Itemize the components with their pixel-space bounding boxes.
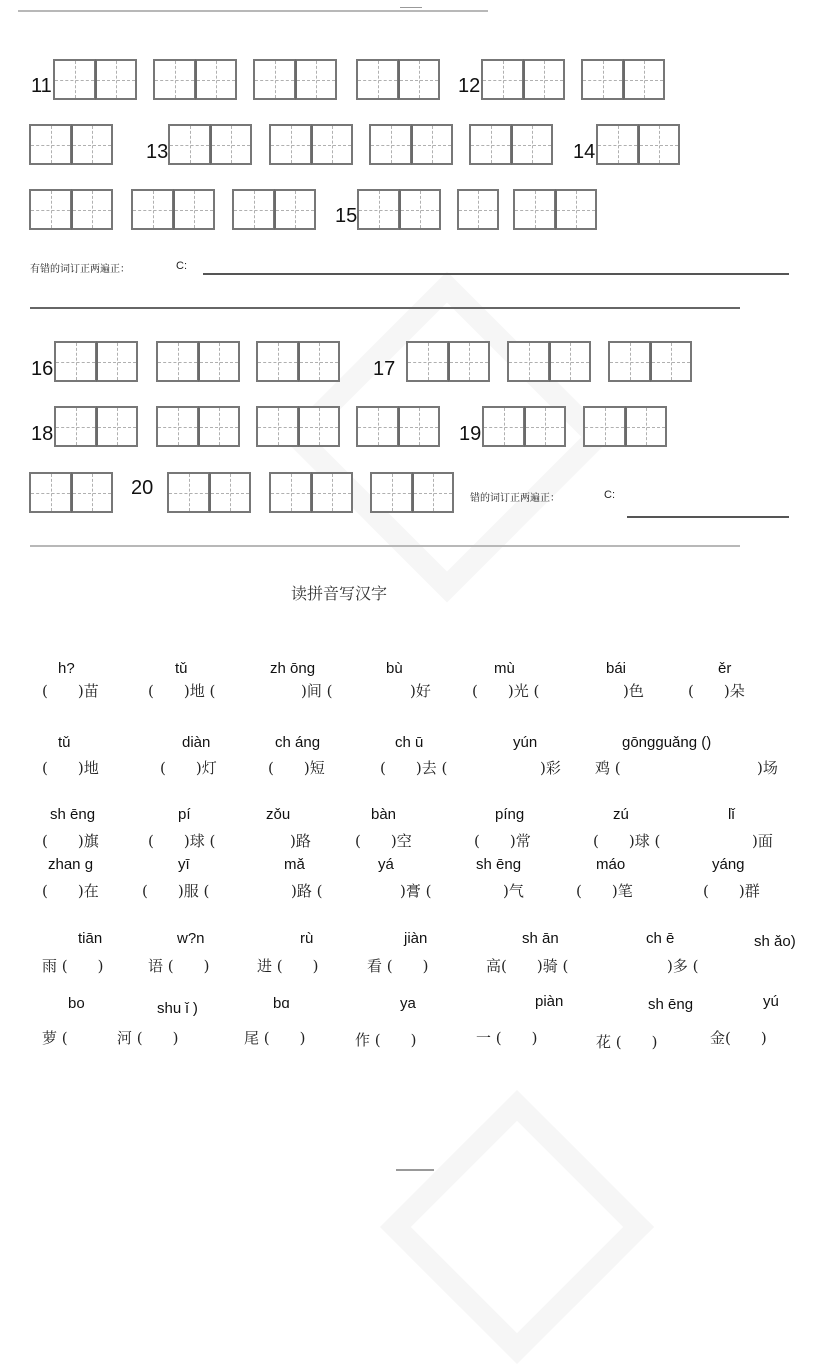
- hanzi-blank[interactable]: ( )去 (: [380, 759, 448, 777]
- writing-box-pair[interactable]: [54, 341, 138, 382]
- hanzi-blank[interactable]: ( )球 (: [148, 832, 216, 850]
- hanzi-blank[interactable]: 雨 ( ): [42, 957, 104, 975]
- hanzi-blank[interactable]: )气: [503, 882, 524, 900]
- writing-box-pair[interactable]: [481, 59, 565, 100]
- header-page-mark: [400, 7, 422, 8]
- pinyin: zǒu: [266, 806, 291, 823]
- pinyin: zhan g: [48, 856, 94, 873]
- writing-box-pair[interactable]: [581, 59, 665, 100]
- item-number-16: 16: [31, 358, 54, 380]
- footer-page-mark: [396, 1169, 434, 1171]
- writing-box-pair[interactable]: [356, 406, 440, 447]
- hanzi-blank[interactable]: )面: [752, 832, 773, 850]
- pinyin: ch áng: [275, 734, 321, 751]
- pinyin: yá: [378, 856, 394, 873]
- hanzi-blank[interactable]: 进 ( ): [257, 957, 319, 975]
- pinyin: diàn: [182, 734, 211, 751]
- writing-box-pair[interactable]: [469, 124, 553, 165]
- writing-box-pair[interactable]: [356, 59, 440, 100]
- hanzi-blank[interactable]: 河 ( ): [117, 1029, 179, 1047]
- writing-box-pair[interactable]: [232, 189, 316, 230]
- writing-box-pair[interactable]: [53, 59, 137, 100]
- item-number-15: 15: [335, 205, 358, 227]
- writing-box-single[interactable]: [457, 189, 499, 230]
- writing-box-pair[interactable]: [29, 472, 113, 513]
- hanzi-blank[interactable]: ( )空: [355, 832, 412, 850]
- pinyin: yún: [513, 734, 538, 751]
- item-number-18: 18: [31, 423, 54, 445]
- pinyin: tǔ: [58, 734, 71, 751]
- pinyin: rù: [300, 930, 314, 947]
- pinyin: ěr: [718, 660, 732, 677]
- writing-box-pair[interactable]: [256, 341, 340, 382]
- pinyin: yáng: [712, 856, 745, 873]
- writing-box-pair[interactable]: [513, 189, 597, 230]
- correction-label: 错的词订正两遍正：: [470, 493, 560, 504]
- writing-box-pair[interactable]: [482, 406, 566, 447]
- writing-box-pair[interactable]: [406, 341, 490, 382]
- writing-box-pair[interactable]: [54, 406, 138, 447]
- correction-label: 有错的词订正两遍正：: [30, 264, 130, 275]
- hanzi-blank[interactable]: 花 ( ): [596, 1033, 658, 1051]
- watermark-diamond-bottom: [380, 1090, 654, 1364]
- hanzi-blank[interactable]: ( )球 (: [593, 832, 661, 850]
- writing-box-pair[interactable]: [153, 59, 237, 100]
- hanzi-blank[interactable]: )好: [410, 682, 431, 700]
- pinyin: bàn: [371, 806, 397, 823]
- hanzi-blank[interactable]: ( )常: [474, 832, 531, 850]
- pinyin: bù: [386, 660, 403, 677]
- pinyin: w?n: [177, 930, 205, 947]
- hanzi-blank[interactable]: ( )短: [268, 759, 325, 777]
- writing-box-pair[interactable]: [269, 124, 353, 165]
- correction-answer-line[interactable]: [203, 273, 789, 275]
- writing-box-pair[interactable]: [131, 189, 215, 230]
- pinyin: ch ū: [395, 734, 424, 751]
- pinyin: sh ēng: [50, 806, 96, 823]
- item-number-11: 11: [31, 75, 52, 97]
- hanzi-blank[interactable]: 作 ( ): [355, 1031, 417, 1049]
- item-number-14: 14: [573, 141, 596, 163]
- hanzi-blank[interactable]: )间 (: [301, 682, 333, 700]
- writing-box-pair[interactable]: [369, 124, 453, 165]
- hanzi-blank[interactable]: )路: [290, 832, 311, 850]
- pinyin: máo: [596, 856, 626, 873]
- writing-box-pair[interactable]: [583, 406, 667, 447]
- pinyin: h?: [58, 660, 75, 677]
- writing-box-pair[interactable]: [608, 341, 692, 382]
- correction-answer-line-2[interactable]: [30, 307, 740, 309]
- writing-box-pair[interactable]: [370, 472, 454, 513]
- pinyin: ch ē: [646, 930, 675, 947]
- writing-box-pair[interactable]: [357, 189, 441, 230]
- top-horizontal-rule: [18, 10, 488, 12]
- hanzi-blank[interactable]: )场: [757, 759, 778, 777]
- item-number-19: 19: [459, 423, 482, 445]
- hanzi-blank[interactable]: 语 ( ): [148, 957, 210, 975]
- hanzi-blank[interactable]: 看 ( ): [367, 957, 429, 975]
- pinyin: sh ēng: [648, 996, 694, 1013]
- pinyin: mǎ: [284, 856, 305, 873]
- item-number-13: 13: [146, 141, 169, 163]
- hanzi-blank[interactable]: ( )服 (: [142, 882, 210, 900]
- hanzi-blank[interactable]: ( )苗: [42, 682, 99, 700]
- section-title: 读拼音写汉字: [291, 584, 388, 603]
- pinyin: lǐ: [728, 806, 735, 823]
- pinyin: jiàn: [404, 930, 428, 947]
- hanzi-blank[interactable]: ( )光 (: [472, 682, 540, 700]
- writing-box-pair[interactable]: [596, 124, 680, 165]
- hanzi-blank[interactable]: ( )灯: [160, 759, 217, 777]
- writing-box-pair[interactable]: [256, 406, 340, 447]
- pinyin: píng: [495, 806, 525, 823]
- hanzi-blank[interactable]: ( )群: [703, 882, 760, 900]
- writing-box-pair[interactable]: [29, 189, 113, 230]
- hanzi-blank[interactable]: ( )笔: [576, 882, 633, 900]
- hanzi-blank[interactable]: 萝 (: [42, 1029, 68, 1047]
- hanzi-blank[interactable]: 金( ): [710, 1029, 767, 1047]
- pinyin: mù: [494, 660, 515, 677]
- pinyin: piàn: [535, 993, 564, 1010]
- hanzi-blank[interactable]: ( )地: [42, 759, 99, 777]
- correction-c-label: C:: [604, 489, 615, 501]
- writing-box-pair[interactable]: [167, 472, 251, 513]
- hanzi-blank[interactable]: ( )朵: [688, 682, 745, 700]
- hanzi-blank[interactable]: ( )旗: [42, 832, 99, 850]
- pinyin: bo: [68, 995, 85, 1012]
- pinyin: gōngguǎng (): [622, 734, 712, 751]
- hanzi-blank[interactable]: 高( )骑 (: [486, 957, 569, 975]
- hanzi-blank[interactable]: )膏 (: [400, 882, 432, 900]
- hanzi-blank[interactable]: ( )在: [42, 882, 99, 900]
- writing-box-pair[interactable]: [156, 341, 240, 382]
- writing-box-pair[interactable]: [253, 59, 337, 100]
- pinyin: ya: [400, 995, 416, 1012]
- pinyin: pí: [178, 806, 191, 823]
- hanzi-blank[interactable]: 尾 ( ): [244, 1029, 306, 1047]
- pinyin: shu ǐ ): [157, 1000, 198, 1017]
- pinyin: bái: [606, 660, 627, 677]
- pinyin: zú: [613, 806, 629, 823]
- pinyin: bɑ: [273, 995, 290, 1012]
- writing-box-pair[interactable]: [156, 406, 240, 447]
- correction-answer-line[interactable]: [627, 516, 789, 518]
- writing-box-pair[interactable]: [29, 124, 113, 165]
- pinyin: sh ān: [522, 930, 559, 947]
- pinyin: zh ōng: [270, 660, 316, 677]
- pinyin: sh ǎo): [754, 933, 796, 950]
- item-number-12: 12: [458, 75, 481, 97]
- writing-box-pair[interactable]: [168, 124, 252, 165]
- pinyin: tǔ: [175, 660, 188, 677]
- pinyin: tiān: [78, 930, 103, 947]
- correction-c-label: C:: [176, 260, 187, 272]
- hanzi-blank[interactable]: ( )地 (: [148, 682, 216, 700]
- hanzi-blank[interactable]: 一 ( ): [476, 1029, 538, 1047]
- hanzi-blank[interactable]: )色: [623, 682, 644, 700]
- section-divider: [30, 545, 740, 547]
- hanzi-blank[interactable]: )路 (: [291, 882, 323, 900]
- item-number-20: 20: [131, 477, 154, 499]
- item-number-17: 17: [373, 358, 396, 380]
- pinyin: yī: [178, 856, 190, 873]
- pinyin: yú: [763, 993, 779, 1010]
- hanzi-blank[interactable]: 鸡 (: [595, 759, 621, 777]
- hanzi-blank[interactable]: )多 (: [667, 957, 699, 975]
- writing-box-pair[interactable]: [269, 472, 353, 513]
- hanzi-blank[interactable]: )彩: [540, 759, 561, 777]
- pinyin: sh ēng: [476, 856, 522, 873]
- writing-box-pair[interactable]: [507, 341, 591, 382]
